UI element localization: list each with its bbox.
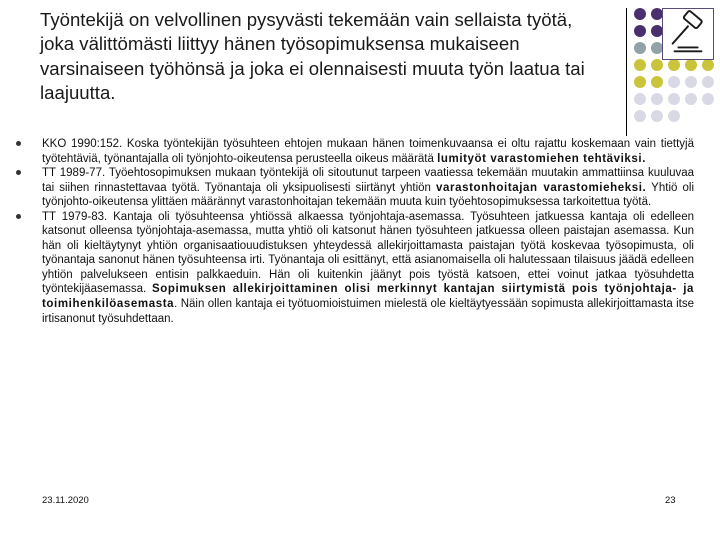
decor-dot (651, 93, 663, 105)
bullet-text: Työehtosopimuksen mukaan työntekijä oli sitoutunut tarpeen vaatiessa tekemään muutakin ammattiinsa kuuluvaa tai siihen rinnastettavaa työtä. Työnantaja oli yksipuolisesti siirtänyt yhtiön (42, 167, 695, 194)
gavel-icon (662, 8, 714, 60)
decor-dot (685, 93, 697, 105)
bullet-item (14, 210, 694, 326)
bullet-text: TT 1979-83. (42, 210, 108, 223)
bullet-item (14, 166, 694, 210)
decor-dot (634, 59, 646, 71)
decor-dot (685, 76, 697, 88)
decor-dot (702, 76, 714, 88)
slide-title: Työntekijä on velvollinen pysyvästi tekemään vain sellaista työtä, joka välittömästi liittyy hänen työsopimuksensa mukaiseen varsinaiseen työhönsä ja joka ei olennaisesti muuta työn laatua tai laajuutta. (40, 9, 585, 104)
decor-dot (702, 93, 714, 105)
bullet-item (14, 137, 694, 166)
decor-dot (634, 76, 646, 88)
decor-dot (651, 59, 663, 71)
bullet-marker (16, 141, 21, 146)
bullet-text: TT 1989-77. (42, 167, 106, 180)
decor-dot (651, 110, 663, 122)
decor-dot (668, 110, 680, 122)
vertical-divider (626, 8, 627, 136)
bullet-marker (16, 170, 21, 175)
bullet-text: Koska työntekijän työsuhteen ehtojen mukaan hänen toimenkuvaansa ei oltu rajattu koskemaan vain tiettyjä työtehtäviä, työnantajalla oli työnjohto-oikeutensa perusteella oikeus määrätä (42, 138, 694, 165)
decor-dot (702, 110, 714, 122)
decor-dot (634, 42, 646, 54)
decor-dot (634, 25, 646, 37)
bullet-list (14, 137, 694, 326)
bullet-text: . Näin ollen kantaja ei työtuomioistuimen mielestä ole kieltäytyessään sopimusta allekirjoittamasta itse irtisanonut työsuhdettaan. (42, 298, 694, 325)
bullet-text: Kantaja oli työsuhteensa yhtiössä alkaessa työnjohtaja-asemassa. Työsuhteen jatkuessa kantaja oli edelleen katsonut olleensa työnjohtaja-asemassa, mutta yhtiö oli katsonut hänen työsuhteen jatkuessa olleen paistajan asemassa. Kun hän oli kieltäytynyt yhtiön organisaatiouudistuksen yhteydessä allekirjoittamasta paistajan työtä koskevaa työsopimusta, oli työnantaja sanonut hänen työsuhteensa irti. Työnantaja oli esittänyt, että asianomaisella oli halutessaan tilaisuus jäädä edelleen yhtiön palvelukseen entisin palkkaeduin. Hän oli kuitenkin jäänyt pois työstä katsoen, ettei voinut jatkaa työsuhdetta työntekijäasemassa. (42, 210, 694, 296)
decor-dot (634, 8, 646, 20)
bullet-emphasis: lumityöt varastomiehen tehtäviksi. (437, 152, 647, 165)
decor-dot (668, 76, 680, 88)
decor-dot (668, 93, 680, 105)
bullet-emphasis: varastonhoitajan varastomieheksi. (436, 181, 647, 194)
decor-dot (634, 93, 646, 105)
decor-dot (702, 59, 714, 71)
decor-dot (634, 110, 646, 122)
decor-dot (668, 59, 680, 71)
bullet-emphasis: Sopimuksen allekirjoittaminen olisi merkinnyt kantajan siirtymistä pois työnjohtaja- ja toimihenkilöasemasta (42, 283, 694, 311)
decor-dot (651, 76, 663, 88)
decor-dot (685, 110, 697, 122)
bullet-text: Yhtiö oli työnjohto-oikeutensa ylittäen määrännyt varastonhoitajan tekemään muuta kuin työehtosopimuksessa tarkoitettua työtä. (42, 181, 694, 209)
bullet-text: KKO 1990:152. (42, 138, 123, 150)
decor-dot (685, 59, 697, 71)
page-number: 23 (665, 495, 676, 506)
bullet-marker (16, 214, 21, 219)
footer-date: 23.11.2020 (42, 495, 89, 506)
